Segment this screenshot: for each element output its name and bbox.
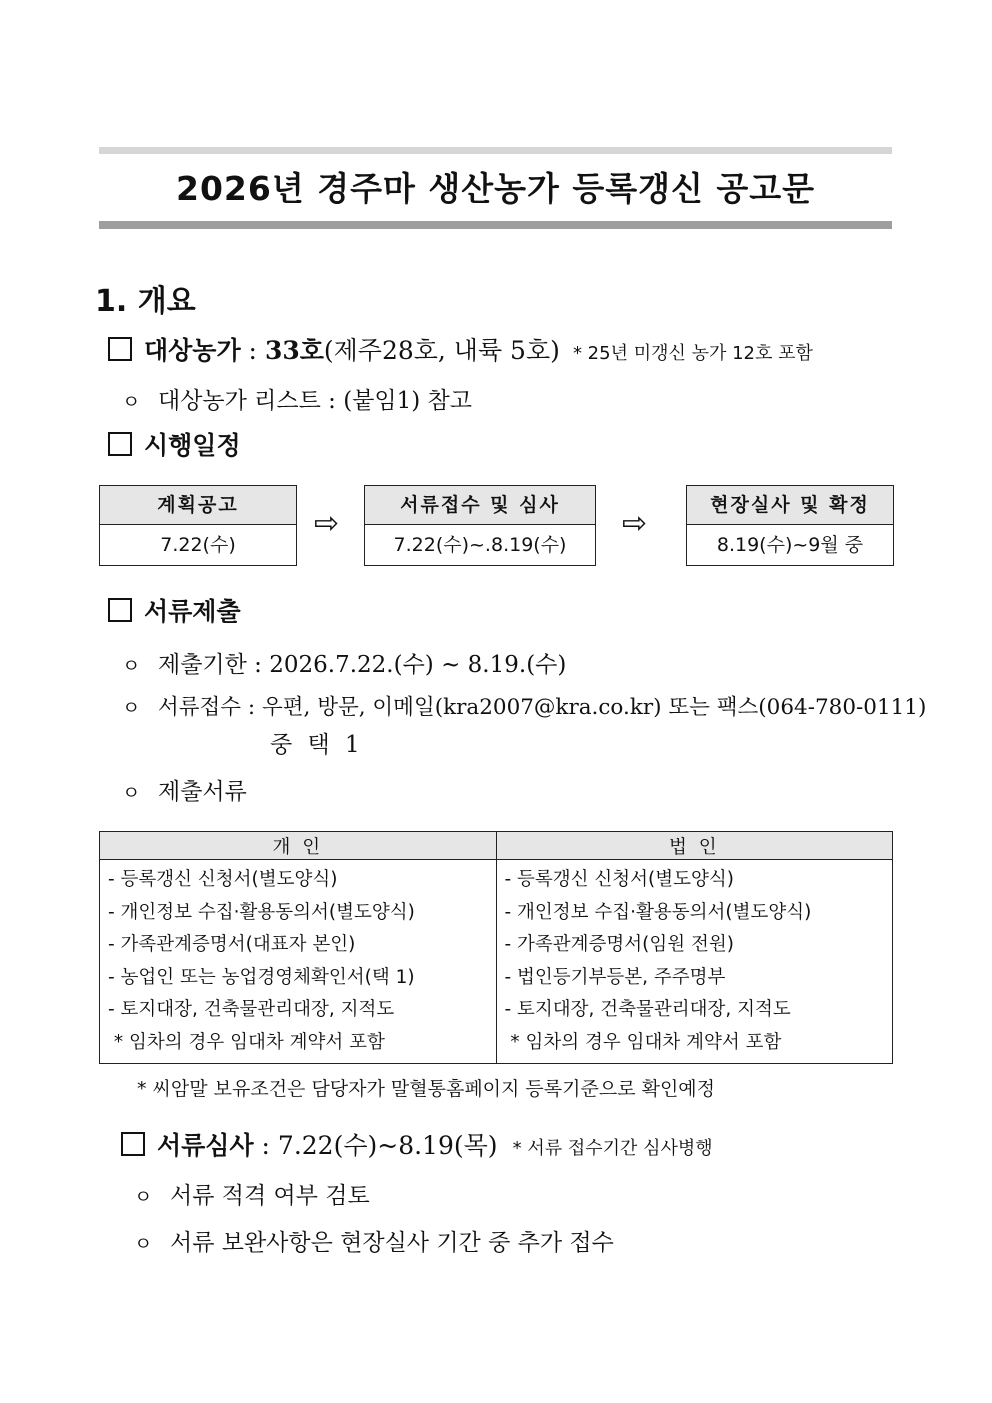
doc-item: - 개인정보 수집·활용동의서(별도양식) bbox=[504, 901, 812, 923]
checkbox-square-icon bbox=[108, 598, 132, 622]
review-bullet-text: 서류 보완사항은 현장실사 기간 중 추가 접수 bbox=[170, 1230, 614, 1256]
bullet-icon: ㅇ bbox=[134, 1233, 153, 1255]
doc-item: - 토지대장, 건축물관리대장, 지적도 bbox=[504, 999, 791, 1020]
step-name: 서류접수 및 심사 bbox=[365, 486, 595, 525]
schedule-step-2 bbox=[364, 485, 596, 566]
doc-item: - 가족관계증명서(대표자 본인) bbox=[108, 934, 356, 955]
checkbox-square-icon bbox=[121, 1132, 145, 1156]
doc-item: - 법인등기부등본, 주주명부 bbox=[504, 966, 726, 988]
step-date: 8.19(수)~9월 중 bbox=[716, 534, 864, 556]
header-corporate: 법 인 bbox=[496, 832, 893, 860]
doc-item: - 등록갱신 신청서(별도양식) bbox=[108, 869, 338, 890]
bullet-icon: ㅇ bbox=[122, 697, 141, 719]
review-bullet-2 bbox=[134, 1224, 614, 1257]
review-bullet-1 bbox=[134, 1177, 370, 1210]
target-note: * 25년 미갱신 농가 12호 포함 bbox=[572, 343, 813, 364]
deadline-text: 제출기한 : 2026.7.22.(수) ~ 8.19.(수) bbox=[158, 652, 567, 678]
bullet-icon: ㅇ bbox=[122, 391, 141, 413]
doc-item: - 토지대장, 건축물관리대장, 지적도 bbox=[108, 999, 395, 1020]
review-line bbox=[121, 1126, 713, 1162]
target-line bbox=[108, 331, 813, 367]
doc-item: - 등록갱신 신청서(별도양식) bbox=[504, 869, 734, 890]
section-heading: 1. 개요 bbox=[95, 284, 196, 319]
right-arrow-icon: ⇨ bbox=[622, 506, 648, 541]
method-text: 서류접수 : 우편, 방문, 이메일(kra2007@kra.co.kr) 또는 팩스(064-780-0111) bbox=[158, 695, 927, 720]
target-label: 대상농가 bbox=[144, 336, 241, 365]
review-period: : 7.22(수)~8.19(목) bbox=[253, 1131, 498, 1160]
header-individual: 개 인 bbox=[100, 832, 497, 860]
schedule-heading bbox=[108, 426, 241, 462]
doc-item: - 가족관계증명서(임원 전원) bbox=[504, 934, 734, 955]
target-sep: : bbox=[240, 336, 265, 365]
documents-table bbox=[99, 831, 893, 1064]
schedule-label: 시행일정 bbox=[144, 431, 241, 460]
bullet-icon: ㅇ bbox=[122, 782, 141, 804]
doc-item: - 농업인 또는 농업경영체확인서(택 1) bbox=[108, 966, 415, 988]
bullet-icon: ㅇ bbox=[122, 655, 141, 677]
submission-heading bbox=[108, 592, 241, 628]
step-name: 현장실사 및 확정 bbox=[687, 486, 893, 525]
target-value: 33호 bbox=[264, 336, 324, 365]
step-name: 계획공고 bbox=[100, 486, 296, 525]
doc-item: * 임차의 경우 임대차 계약서 포함 bbox=[504, 1031, 782, 1053]
submission-label: 서류제출 bbox=[144, 597, 241, 626]
title-top-rule bbox=[99, 147, 892, 154]
docs-line bbox=[122, 773, 247, 806]
review-bullet-text: 서류 적격 여부 검토 bbox=[170, 1183, 370, 1209]
table-footnote: * 씨암말 보유조건은 담당자가 말혈통홈페이지 등록기준으로 확인예정 bbox=[137, 1078, 716, 1100]
checkbox-square-icon bbox=[108, 337, 132, 361]
checkbox-square-icon bbox=[108, 432, 132, 456]
doc-item: * 임차의 경우 임대차 계약서 포함 bbox=[108, 1031, 385, 1053]
deadline-line bbox=[122, 646, 566, 679]
corporate-docs-cell bbox=[496, 860, 893, 1064]
title-bottom-rule bbox=[99, 221, 892, 229]
doc-item: - 개인정보 수집·활용동의서(별도양식) bbox=[108, 901, 415, 923]
review-note: * 서류 접수기간 심사병행 bbox=[512, 1138, 713, 1159]
docs-label: 제출서류 bbox=[158, 779, 247, 805]
bullet-icon: ㅇ bbox=[134, 1186, 153, 1208]
step-date: 7.22(수)~.8.19(수) bbox=[393, 534, 567, 556]
schedule-step-1 bbox=[99, 485, 297, 566]
method-continuation: 중 택 1 bbox=[270, 732, 364, 758]
page-title: 2026년 경주마 생산농가 등록갱신 공고문 bbox=[176, 169, 815, 208]
target-bullet-text: 대상농가 리스트 : (붙임1) 참고 bbox=[158, 388, 472, 414]
individual-docs-cell bbox=[100, 860, 497, 1064]
right-arrow-icon: ⇨ bbox=[314, 506, 340, 541]
review-label: 서류심사 bbox=[157, 1131, 254, 1160]
target-bullet bbox=[122, 382, 472, 415]
schedule-step-3 bbox=[686, 485, 894, 566]
step-date: 7.22(수) bbox=[160, 534, 236, 556]
method-line bbox=[122, 690, 926, 721]
target-detail: (제주28호, 내륙 5호) bbox=[323, 336, 560, 365]
